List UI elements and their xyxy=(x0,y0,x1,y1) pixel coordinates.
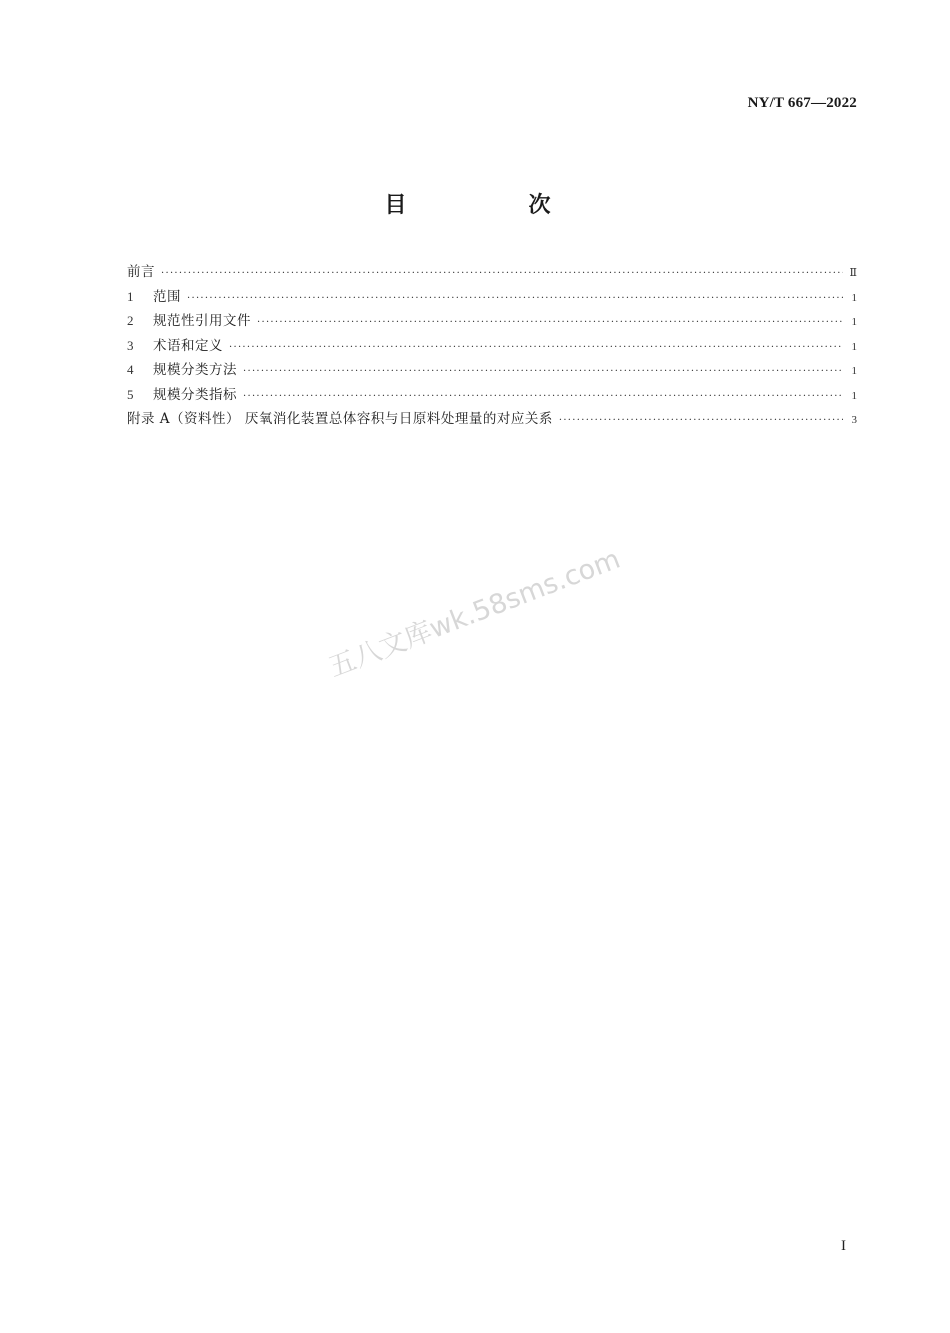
page-number: I xyxy=(841,1238,846,1254)
toc-leader-dots xyxy=(257,313,843,333)
document-code: NY/T 667—2022 xyxy=(747,95,857,111)
toc-entry-page: 1 xyxy=(851,340,857,353)
toc-entry-number: 4 xyxy=(127,362,134,377)
toc-entry-classification-indicators[interactable] xyxy=(127,385,857,410)
table-of-contents xyxy=(127,262,857,434)
toc-leader-dots xyxy=(243,387,843,407)
toc-entry-classification-method[interactable] xyxy=(127,360,857,385)
toc-entry-page: Ⅱ xyxy=(849,267,857,279)
toc-entry-page: 1 xyxy=(851,389,857,402)
toc-leader-dots xyxy=(243,362,843,382)
toc-entry-number: 2 xyxy=(127,313,134,328)
toc-leader-dots xyxy=(559,411,843,431)
toc-entry-page: 3 xyxy=(851,414,857,426)
toc-entry-page: 1 xyxy=(851,316,857,328)
toc-entry-label: 前言 xyxy=(127,264,155,280)
page-title: 目 次 xyxy=(384,193,601,218)
toc-entry-label: 规范性引用文件 xyxy=(153,313,251,329)
toc-entry-terms-definitions[interactable] xyxy=(127,336,857,361)
toc-entry-foreword[interactable] xyxy=(127,262,857,287)
watermark: 五八文库wk.58sms.com xyxy=(324,543,625,684)
toc-entry-label: 规模分类指标 xyxy=(153,386,237,403)
toc-leader-dots xyxy=(161,264,843,284)
toc-entry-label: 范围 xyxy=(153,288,181,305)
toc-leader-dots xyxy=(229,338,843,358)
toc-entry-number: 1 xyxy=(127,288,134,304)
toc-leader-dots xyxy=(187,289,843,309)
toc-entry-label: 术语和定义 xyxy=(153,337,223,354)
toc-entry-number: 3 xyxy=(127,337,134,353)
toc-entry-page: 1 xyxy=(851,291,857,304)
toc-entry-label: 规模分类方法 xyxy=(153,362,237,378)
toc-entry-number: 5 xyxy=(127,386,134,402)
toc-entry-page: 1 xyxy=(851,365,857,377)
toc-entry-label: 附录 A（资料性） 厌氧消化装置总体容积与日原料处理量的对应关系 xyxy=(127,411,553,427)
toc-entry-normative-references[interactable] xyxy=(127,311,857,336)
toc-entry-annex-a[interactable] xyxy=(127,409,857,434)
toc-entry-scope[interactable] xyxy=(127,287,857,312)
